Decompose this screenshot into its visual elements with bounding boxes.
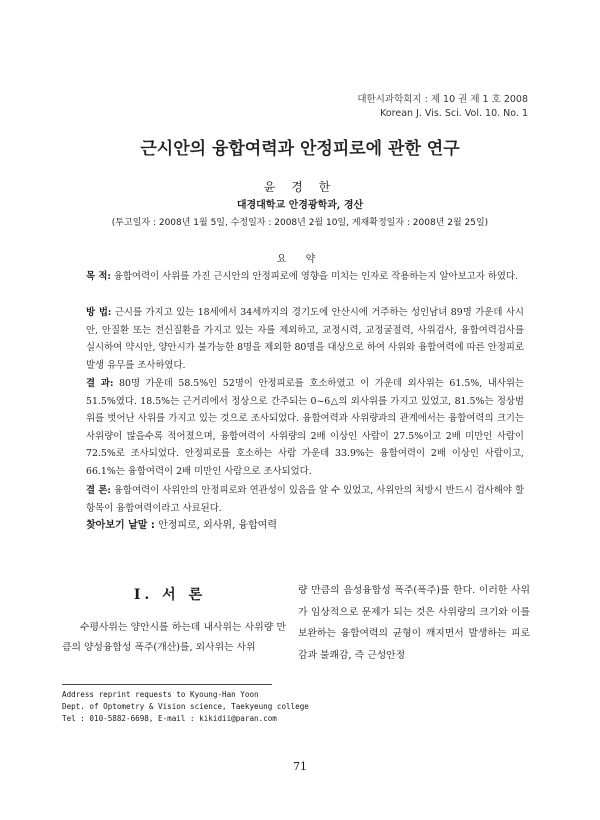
abstract-methods xyxy=(86,304,524,374)
footnote xyxy=(62,689,362,725)
abstract-conclusion xyxy=(86,482,524,517)
purpose-text: 융합여력이 사위를 가진 근시안의 안정피로에 영향을 미치는 인자로 작용하는지 알아보고자 하였다. xyxy=(110,271,518,282)
abstract-results xyxy=(86,375,524,481)
footnote-contact: Tel : 010-5882-6698, E-mail : kikidii@paran.com xyxy=(62,714,277,723)
methods-text: 근시를 가지고 있는 18세에서 34세까지의 경기도에 안산시에 거주하는 성인남녀 89명 가운데 사시안, 안질환 또는 전신질환을 가지고 있는 자를 제외하고, 교정시력, 교정굴절력, 사위검사, 융합여력검사를 실시하여 약시안, 양안시가 불가능한 8명을 제외한 80명을 대상으로 하여 사위와 융합여력에 따른 안정피로 발생 유무를 조사하였다. xyxy=(86,307,524,371)
results-text: 80명 가운데 58.5%인 52명이 안정피로를 호소하였고 이 가운데 외사위는 61.5%, 내사위는 51.5%였다. 18.5%는 근거리에서 정상으로 간주되는 0~6△의 외사위를 가지고 있었고, 81.5%는 정상범위를 벗어난 사위를 가지고 있는 것으로 조사되었다. 융합여력과 사위량과의 관계에서는 융합여력의 크기는 사위량이 많을수록 적어졌으며, 융합여력이 사위량의 2배 이상인 사람이 27.5%이고 2배 미만인 사람이 72.5%로 조사되었다. 안정피로를 호소하는 사람 가운데 33.9%는 융합여력이 2배 이상인 사람이고, 66.1%는 융합여력이 2배 미만인 사람으로 조사되었다. xyxy=(86,378,524,477)
body-text-left-column: 수평사위는 양안시를 하는데 내사위는 사위량 만큼의 양성융합성 폭주(개산)를, 외사위는 사위 xyxy=(62,622,286,653)
paper-title: 근시안의 융합여력과 안정피로에 관한 연구 xyxy=(140,139,460,159)
submission-dates: (투고일자 : 2008년 1월 5일, 수정일자 : 2008년 2월 10일, 게재확정일자 : 2008년 2월 25일) xyxy=(111,218,489,228)
results-label: 결 과: xyxy=(86,378,114,389)
author-affiliation: 대경대학교 안경광학과, 경산 xyxy=(236,200,364,211)
conclusion-text: 융합여력이 사위안의 안정피로와 연관성이 있음을 알 수 있었고, 사위안의 처방시 반드시 검사해야 할 항목이 융합여력이라고 사료된다. xyxy=(86,485,525,514)
keywords-label: 찾아보기 낱말 : xyxy=(86,520,155,531)
abstract-purpose xyxy=(86,268,524,286)
footnote-reprint: Address reprint requests to Kyoung-Han Yoon xyxy=(62,690,259,699)
keywords-text: 안정피로, 외사위, 융합여력 xyxy=(154,520,278,531)
footnote-divider xyxy=(62,684,272,685)
methods-label: 방 법: xyxy=(86,307,112,318)
page-number: 71 xyxy=(293,760,307,773)
section-heading-introduction: Ⅰ. 서 론 xyxy=(133,587,207,603)
author-name: 윤 경 한 xyxy=(263,180,337,194)
journal-reference-english: Korean J. Vis. Sci. Vol. 10. No. 1 xyxy=(380,108,528,119)
body-text-right-column: 량 만큼의 음성융합성 폭주(폭주)를 한다. 이러한 사위가 임상적으로 문제가 되는 것은 사위량의 크기와 이를 보완하는 융합여력의 균형이 깨지면서 발생하는 피로감과 불쾌감, 즉 근성안정 xyxy=(298,585,530,661)
conclusion-label: 결 론: xyxy=(86,485,111,496)
abstract-heading: 요 약 xyxy=(276,254,324,265)
purpose-label: 목 적: xyxy=(86,271,111,282)
keywords xyxy=(86,516,277,531)
journal-reference-korean: 대한시과학회지 : 제 10 권 제 1 호 2008 xyxy=(357,94,528,105)
footnote-department: Dept. of Optometry & Vision science, Taekyeung college xyxy=(62,702,309,711)
